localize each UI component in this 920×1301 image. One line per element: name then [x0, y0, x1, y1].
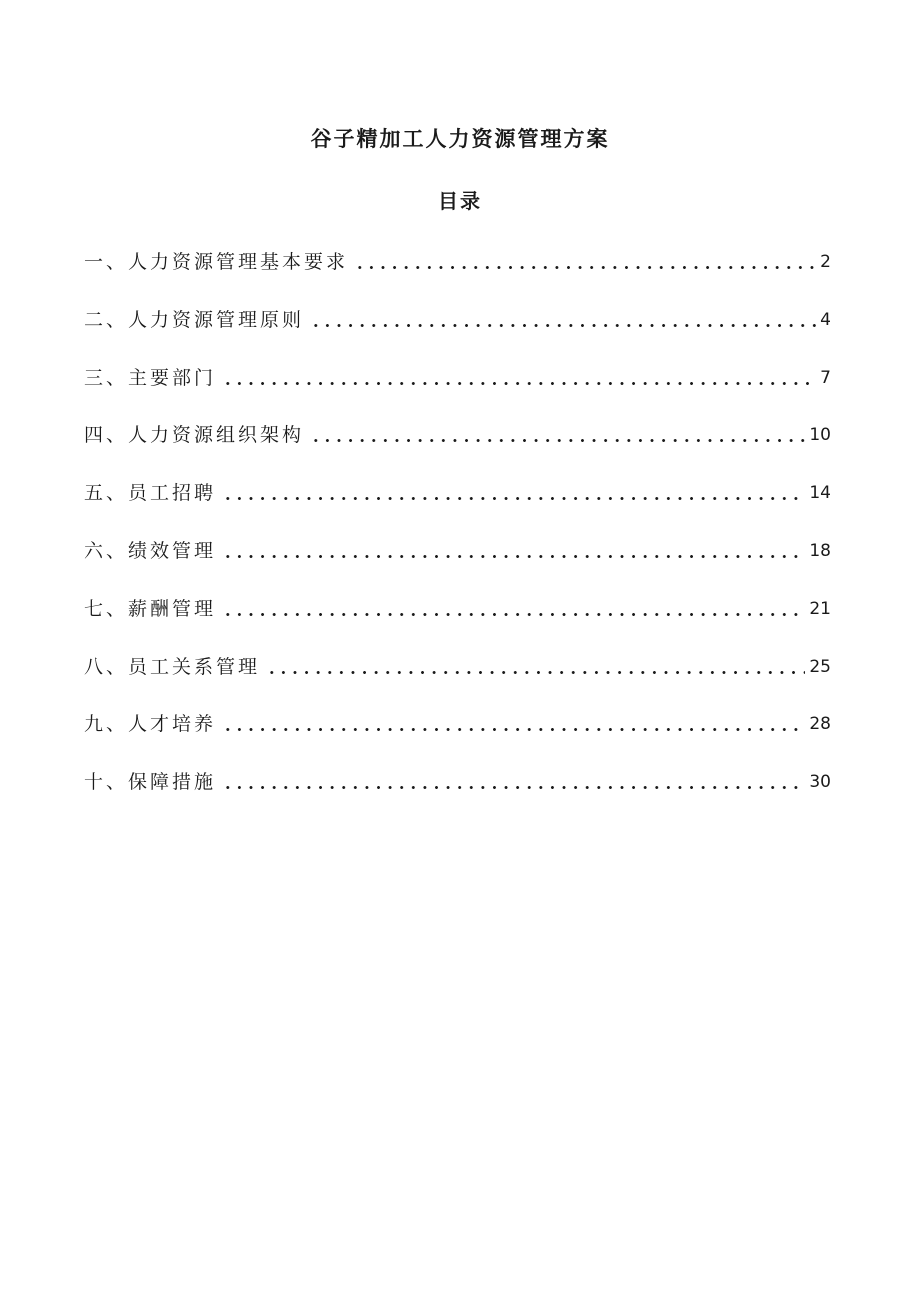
toc-entry[interactable]: [84, 478, 831, 508]
toc-entry-label: 二、人力资源管理原则: [84, 308, 305, 331]
toc-entry-label: 七、薪酬管理: [84, 597, 217, 620]
toc-dot-leader: [310, 439, 805, 442]
toc-dot-leader: [266, 671, 805, 674]
toc-entry-label: 十、保障措施: [84, 771, 217, 794]
toc-entry[interactable]: [84, 767, 831, 797]
toc-entry[interactable]: [84, 420, 831, 450]
toc-dot-leader: [222, 728, 805, 731]
toc-entry-label: 六、绩效管理: [84, 539, 217, 562]
toc-entry[interactable]: [84, 709, 831, 739]
toc-dot-leader: [222, 382, 816, 385]
toc-page-number: 2: [820, 252, 831, 272]
toc-page-number: 25: [809, 656, 831, 677]
toc-dot-leader: [310, 324, 816, 327]
toc-dot-leader: [222, 786, 805, 789]
toc-entry[interactable]: [84, 536, 831, 566]
toc-entry-label: 三、主要部门: [84, 366, 217, 389]
toc-page-number: 7: [820, 367, 831, 388]
toc-heading: 目录: [438, 189, 482, 213]
toc-page-number: 14: [809, 483, 831, 504]
toc-entry[interactable]: [84, 652, 831, 682]
toc-page-number: 30: [809, 772, 831, 793]
toc-entry-label: 五、员工招聘: [84, 482, 217, 505]
toc-entry-label: 四、人力资源组织架构: [84, 424, 305, 447]
toc-page-number: 10: [809, 425, 831, 446]
toc-dot-leader: [222, 497, 805, 500]
toc-page-number: 4: [820, 309, 831, 330]
toc-page-number: 28: [809, 714, 831, 735]
toc-entry-label: 八、员工关系管理: [84, 655, 261, 678]
toc-entry-label: 一、人力资源管理基本要求: [84, 251, 349, 273]
toc-entry[interactable]: [84, 247, 831, 277]
toc-dot-leader: [222, 555, 805, 558]
toc-page-number: 18: [809, 540, 831, 561]
toc-entry-label: 九、人才培养: [84, 713, 217, 736]
table-of-contents: [84, 247, 831, 825]
toc-entry[interactable]: [84, 305, 831, 335]
document-title: 谷子精加工人力资源管理方案: [310, 127, 610, 151]
toc-page-number: 21: [809, 598, 831, 619]
toc-dot-leader: [222, 613, 805, 616]
toc-entry[interactable]: [84, 363, 831, 393]
toc-entry[interactable]: [84, 594, 831, 624]
toc-dot-leader: [354, 266, 816, 269]
